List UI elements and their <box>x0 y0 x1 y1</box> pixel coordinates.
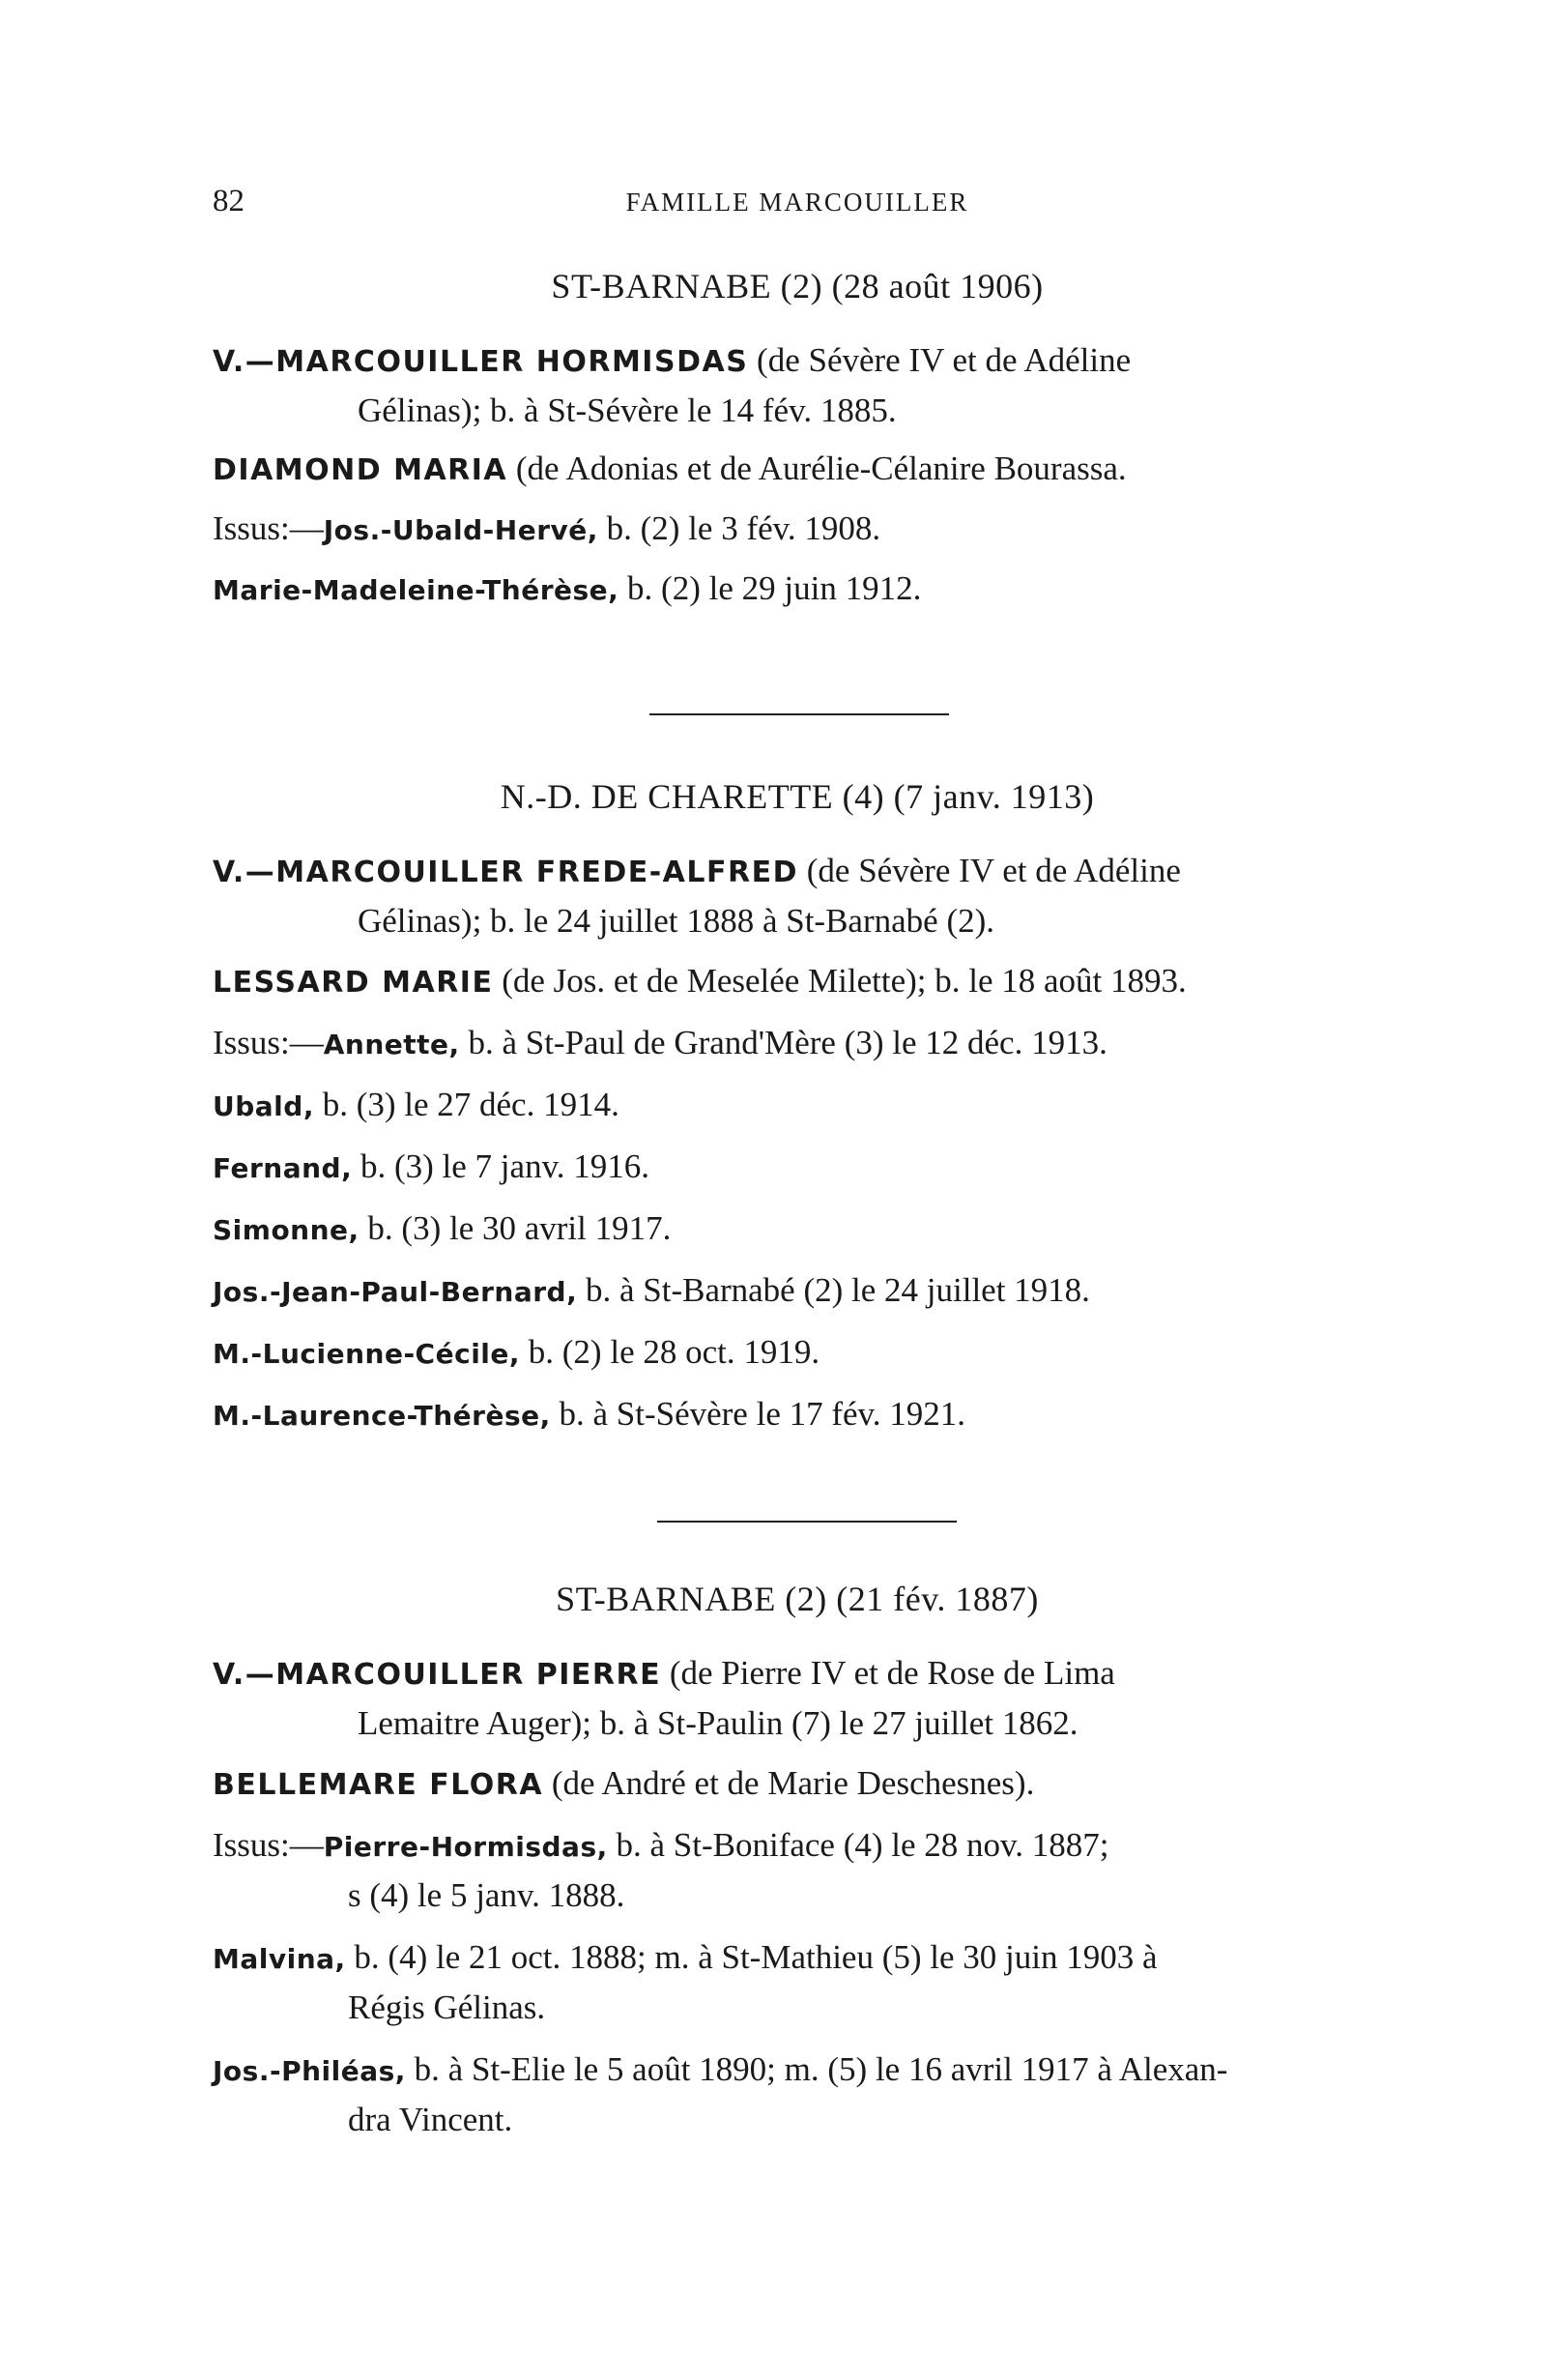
husband-parents: (de Sévère IV et de Adéline <box>748 341 1132 379</box>
husband-name: MARCOUILLER PIERRE <box>275 1658 662 1692</box>
child-name: Simonne, <box>213 1214 359 1246</box>
child-name: M.-Lucienne-Cécile, <box>213 1338 521 1370</box>
child-details: b. à St-Sévère le 17 fév. 1921. <box>550 1395 966 1433</box>
child-details: b. (3) le 30 avril 1917. <box>359 1209 672 1247</box>
running-head: FAMILLE MARCOUILLER <box>625 188 969 217</box>
issue-label: Issus:— <box>213 509 324 547</box>
wife-name: BELLEMARE FLORA <box>213 1768 544 1802</box>
child-continuation: s (4) le 5 janv. 1888. <box>348 1876 625 1914</box>
wife-name: LESSARD MARIE <box>213 966 494 1000</box>
marriage-section-3 <box>213 1576 1382 2144</box>
marriage-section-2 <box>213 773 1382 1440</box>
husband-entry <box>213 336 1382 435</box>
child-name: Ubald, <box>213 1090 314 1122</box>
child-entry <box>213 1390 1382 1440</box>
child-details: b. (3) le 7 janv. 1916. <box>352 1147 650 1185</box>
issue-label: Issus:— <box>213 1826 324 1864</box>
section-divider <box>649 713 949 715</box>
child-details: b. (2) le 28 oct. 1919. <box>520 1333 820 1371</box>
generation-prefix: V.— <box>213 345 276 379</box>
child-details: b. (3) le 27 déc. 1914. <box>313 1086 619 1123</box>
child-details: b. (4) le 21 oct. 1888; m. à St-Mathieu (5) le 30 juin 1903 à <box>345 1938 1158 1976</box>
child-details: b. à St-Barnabé (2) le 24 juillet 1918. <box>577 1271 1090 1309</box>
child-entry <box>213 1081 1382 1131</box>
child-entry <box>213 1821 1382 1920</box>
wife-details: (de Jos. et de Meselée Milette); b. le 18 août 1893. <box>493 962 1187 1000</box>
child-name: M.-Laurence-Thérèse, <box>213 1400 551 1432</box>
child-name: Jos.-Philéas, <box>213 2055 406 2087</box>
wife-details: (de Adonias et de Aurélie-Célanire Bourassa. <box>507 450 1127 487</box>
child-entry <box>213 1328 1382 1379</box>
section-divider <box>657 1521 957 1523</box>
child-entry <box>213 1143 1382 1193</box>
child-details: b. (2) le 3 fév. 1908. <box>597 509 881 547</box>
wife-entry <box>213 445 1382 495</box>
child-name: Marie-Madeleine-Thérèse, <box>213 574 619 606</box>
husband-parents: (de Pierre IV et de Rose de Lima <box>661 1654 1115 1692</box>
child-continuation: dra Vincent. <box>348 2101 513 2138</box>
child-entry <box>213 1019 1382 1069</box>
husband-parents: (de Sévère IV et de Adéline <box>798 852 1181 889</box>
husband-name: MARCOUILLER HORMISDAS <box>275 345 749 379</box>
parish-heading: ST-BARNABE (2) (21 fév. 1887) <box>556 1580 1039 1618</box>
child-name: Jos.-Jean-Paul-Bernard, <box>213 1276 578 1308</box>
child-entry <box>213 1205 1382 1255</box>
marriage-section-1 <box>213 263 1382 615</box>
generation-prefix: V.— <box>213 856 276 889</box>
child-name: Malvina, <box>213 1943 346 1975</box>
husband-baptism: Gélinas); b. à St-Sévère le 14 fév. 1885. <box>358 392 897 429</box>
child-entry <box>213 1933 1382 2032</box>
wife-name: DIAMOND MARIA <box>213 453 508 487</box>
parish-heading: N.-D. DE CHARETTE (4) (7 janv. 1913) <box>500 777 1095 816</box>
husband-entry <box>213 847 1382 945</box>
husband-baptism: Gélinas); b. le 24 juillet 1888 à St-Barnabé (2). <box>358 902 995 940</box>
husband-name: MARCOUILLER FREDE-ALFRED <box>275 856 798 889</box>
child-entry <box>213 565 1382 615</box>
page-number: 82 <box>213 184 244 218</box>
wife-entry <box>213 957 1382 1007</box>
child-name: Jos.-Ubald-Hervé, <box>323 514 598 546</box>
husband-baptism: Lemaitre Auger); b. à St-Paulin (7) le 27 juillet 1862. <box>358 1704 1078 1742</box>
generation-prefix: V.— <box>213 1658 276 1692</box>
child-details: b. à St-Paul de Grand'Mère (3) le 12 déc. 1913. <box>459 1024 1107 1061</box>
child-entry <box>213 505 1382 555</box>
wife-entry <box>213 1759 1382 1810</box>
wife-details: (de André et de Marie Deschesnes). <box>543 1764 1035 1802</box>
parish-heading: ST-BARNABE (2) (28 août 1906) <box>551 267 1044 305</box>
child-name: Annette, <box>323 1029 460 1060</box>
issue-label: Issus:— <box>213 1024 324 1061</box>
child-details: b. à St-Elie le 5 août 1890; m. (5) le 16 avril 1917 à Alexan- <box>405 2050 1228 2088</box>
husband-entry <box>213 1649 1382 1748</box>
child-entry <box>213 2046 1382 2144</box>
page-header <box>213 184 1382 222</box>
child-details: b. (2) le 29 juin 1912. <box>618 569 922 607</box>
child-entry <box>213 1266 1382 1317</box>
child-name: Pierre-Hormisdas, <box>323 1831 608 1863</box>
child-details: b. à St-Boniface (4) le 28 nov. 1887; <box>607 1826 1109 1864</box>
child-continuation: Régis Gélinas. <box>348 1988 546 2026</box>
child-name: Fernand, <box>213 1152 353 1184</box>
